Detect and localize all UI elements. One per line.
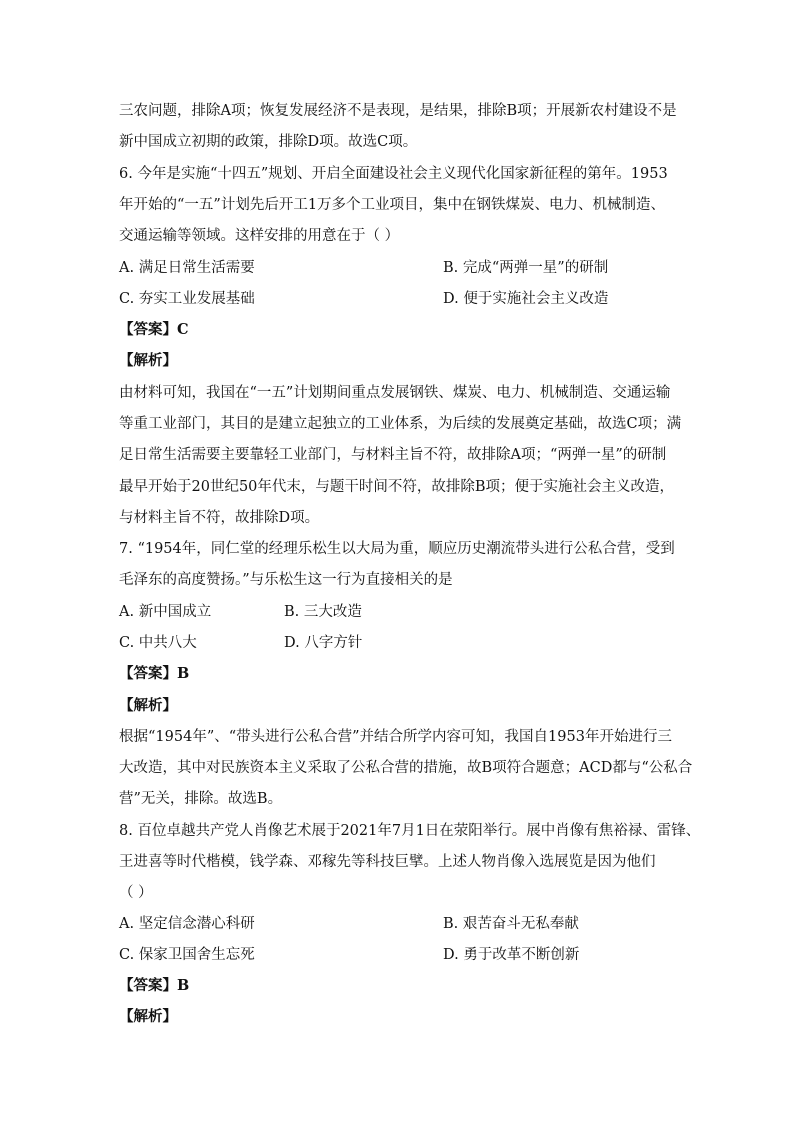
q8-stem-line: （ ） <box>119 885 153 901</box>
q7-option-d: D. 八字方针 <box>284 635 363 651</box>
q7-analysis-label: 【解析】 <box>119 697 177 714</box>
q6-stem-line: 6. 今年是实施“十四五”规划、开启全面建设社会主义现代化国家新征程的第年。1953 <box>119 166 668 182</box>
q6-option-d: D. 便于实施社会主义改造 <box>443 291 609 307</box>
q7-stem-line: 毛泽东的高度赞扬。”与乐松生这一行为直接相关的是 <box>119 572 453 588</box>
prev-analysis-line: 新中国成立初期的政策，排除D项。故选C项。 <box>119 134 418 150</box>
q6-option-b: B. 完成“两弹一星”的研制 <box>443 260 609 276</box>
q8-option-b: B. 艰苦奋斗无私奉献 <box>443 916 579 932</box>
q7-stem-line: 7. “1954年，同仁堂的经理乐松生以大局为重，顺应历史潮流带头进行公私合营，受到 <box>119 541 675 557</box>
q7-answer: 【答案】B <box>119 665 190 682</box>
q8-option-d: D. 勇于改革不断创新 <box>443 947 580 963</box>
q6-analysis-line: 与材料主旨不符，故排除D项。 <box>119 510 320 526</box>
q7-analysis-line: 大改造，其中对民族资本主义采取了公私合营的措施，故B项符合题意；ACD都与“公私合 <box>119 760 693 776</box>
q8-stem-line: 王进喜等时代楷模，钱学森、邓稼先等科技巨擘。上述人物肖像入选展览是因为他们 <box>119 854 656 870</box>
q8-answer: 【答案】B <box>119 977 190 994</box>
q7-option-a: A. 新中国成立 <box>119 604 212 620</box>
q6-analysis-line: 最早开始于20世纪50年代末，与题干时间不符，故排除B项；便于实施社会主义改造， <box>119 479 675 495</box>
q7-analysis-line: 营”无关，排除。故选B。 <box>119 791 283 807</box>
q6-analysis-line: 等重工业部门，其目的是建立起独立的工业体系，为后续的发展奠定基础，故选C项；满 <box>119 416 682 432</box>
q7-analysis-line: 根据“1954年”、“带头进行公私合营”并结合所学内容可知，我国自1953年开始进行三 <box>119 729 672 745</box>
prev-analysis-line: 三农问题，排除A项；恢复发展经济不是表现，是结果，排除B项；开展新农村建设不是 <box>119 103 677 119</box>
q7-option-c: C. 中共八大 <box>119 635 197 651</box>
q6-analysis-label: 【解析】 <box>119 352 177 369</box>
q6-option-a: A. 满足日常生活需要 <box>119 260 255 276</box>
q8-option-a: A. 坚定信念潜心科研 <box>119 916 255 932</box>
q6-stem-line: 交通运输等领域。这样安排的用意在于（ ） <box>119 228 400 244</box>
q7-option-b: B. 三大改造 <box>284 604 362 620</box>
q6-analysis-line: 由材料可知，我国在“一五”计划期间重点发展钢铁、煤炭、电力、机械制造、交通运输 <box>119 385 671 401</box>
q8-analysis-label: 【解析】 <box>119 1008 177 1025</box>
q6-option-c: C. 夯实工业发展基础 <box>119 291 255 307</box>
q6-stem-line: 年开始的“一五”计划先后开工1万多个工业项目，集中在钢铁煤炭、电力、机械制造、 <box>119 197 666 213</box>
q6-analysis-line: 足日常生活需要主要靠轻工业部门，与材料主旨不符，故排除A项；“两弹一星”的研制 <box>119 447 667 463</box>
q8-stem-line: 8. 百位卓越共产党人肖像艺术展于2021年7月1日在荥阳举行。展中肖像有焦裕禄、雷锋、 <box>119 823 701 839</box>
q8-option-c: C. 保家卫国舍生忘死 <box>119 947 255 963</box>
q6-answer: 【答案】C <box>119 321 189 338</box>
